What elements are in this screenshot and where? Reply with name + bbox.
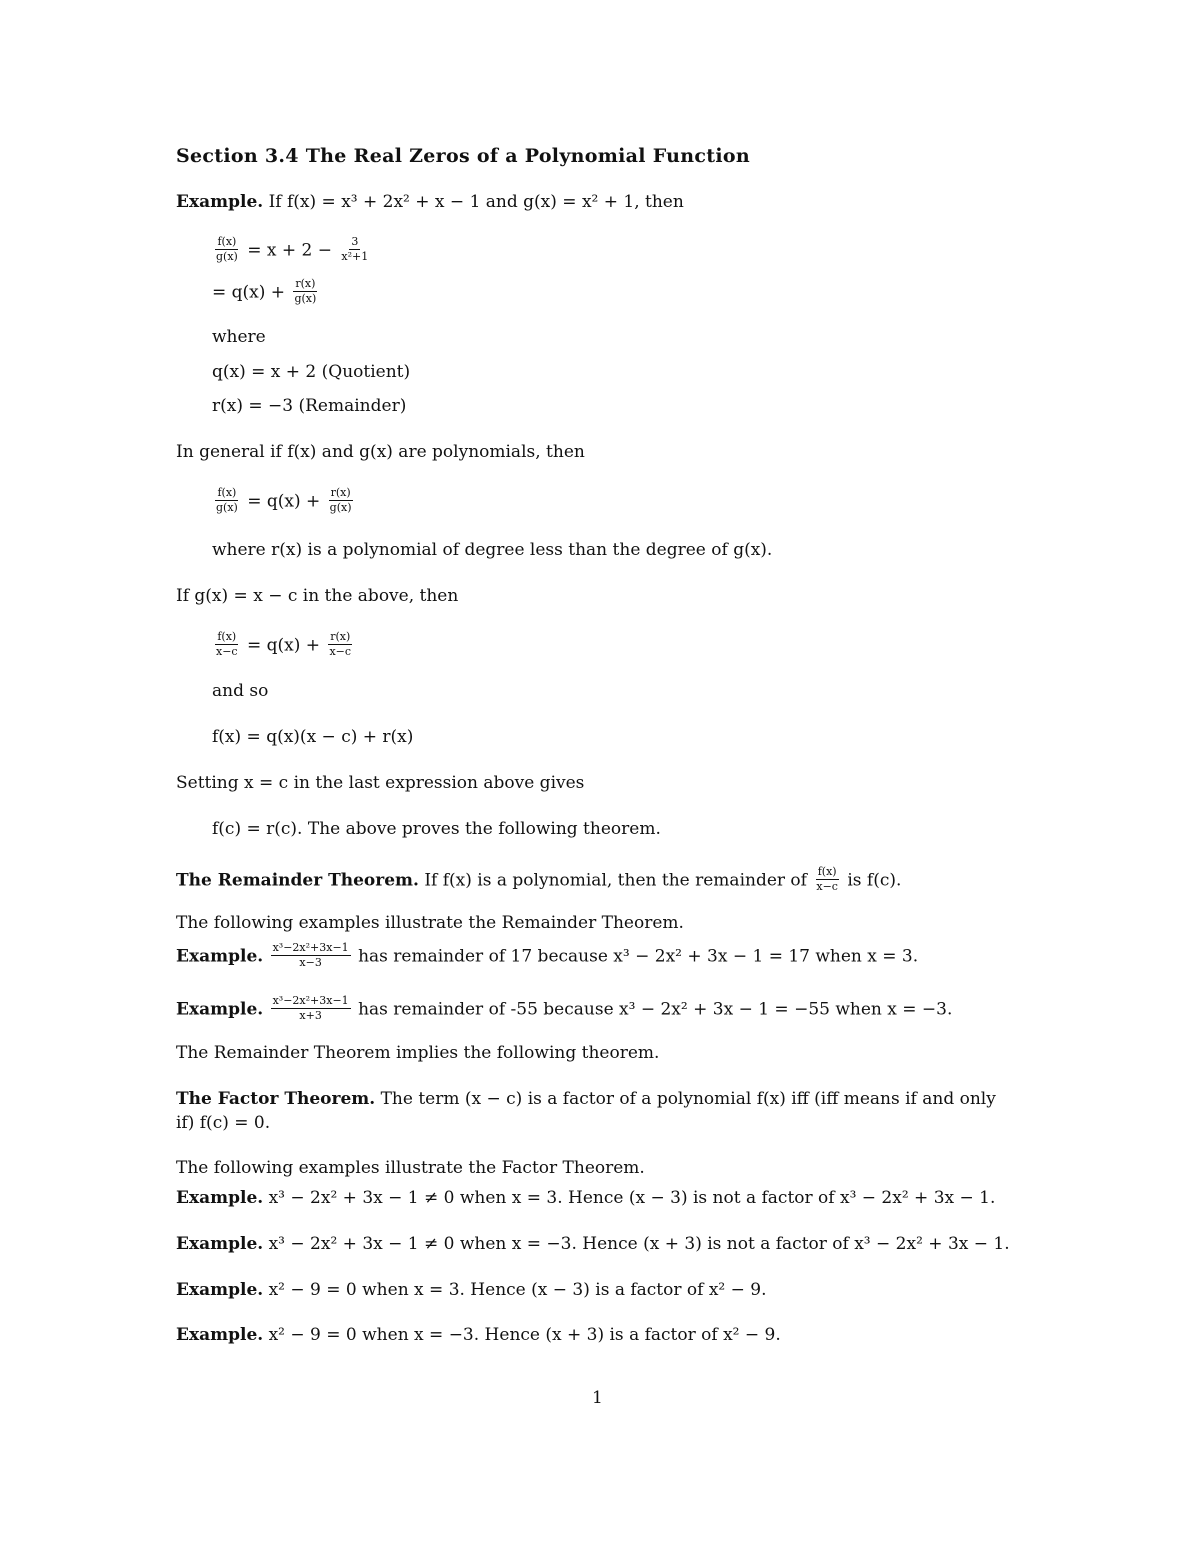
setting-statement: Setting x = c in the last expression above gives — [176, 773, 585, 793]
factor-example-1 — [176, 1190, 995, 1207]
example-intro-text: If f(x) = x³ + 2x² + x − 1 and g(x) = x² + 1, then — [268, 192, 684, 212]
factor-example-3 — [176, 1282, 767, 1299]
example-label: Example. — [176, 1325, 264, 1345]
fraction: $\frac{3}{\text{x²+1}}$ — [341, 235, 369, 263]
linear-divisor-statement: If g(x) = x − c in the above, then — [176, 586, 459, 606]
example-text: has remainder of -55 because x³ − 2x² + 3x − 1 = −55 when x = −3. — [358, 999, 953, 1020]
fraction: $\frac{r(x)}{g(x)}$ — [294, 277, 317, 305]
fraction: $\frac{\text{x³−2x²+3x−1}}{x-3}$ — [272, 941, 349, 969]
example-label: Example. — [176, 192, 264, 212]
remainder-example-2 — [176, 994, 953, 1023]
example-text: x³ − 2x² + 3x − 1 ≠ 0 when x = 3. Hence (x − 3) is not a factor of x³ − 2x² + 3x − 1. — [268, 1188, 996, 1208]
factor-theorem — [176, 1091, 996, 1108]
factor-example-4 — [176, 1327, 781, 1344]
page-number: 1 — [592, 1388, 603, 1408]
section-title: Section 3.4 The Real Zeros of a Polynomial Function — [176, 145, 750, 167]
example-label: Example. — [176, 946, 264, 967]
fraction: $\frac{f(x)}{g(x)}$ — [216, 235, 238, 263]
remainder-line: r(x) = −3 (Remainder) — [212, 396, 407, 416]
factor-examples-intro: The following examples illustrate the Factor Theorem. — [176, 1158, 645, 1178]
remainder-example-1 — [176, 941, 919, 970]
fraction: $\frac{r(x)}{g(x)}$ — [329, 486, 352, 514]
example-text: x³ − 2x² + 3x − 1 ≠ 0 when x = −3. Hence (x + 3) is not a factor of x³ − 2x² + 3x − 1. — [268, 1234, 1010, 1254]
theorem-text: The term (x − c) is a factor of a polynomial f(x) iff (iff means if and only — [380, 1089, 996, 1109]
linear-equation — [212, 630, 355, 659]
theorem-text: If f(x) is a polynomial, then the remainder of — [424, 870, 807, 891]
fraction: $\frac{f(x)}{x-c}$ — [816, 865, 838, 893]
example-text: x² − 9 = 0 when x = −3. Hence (x + 3) is a factor of x² − 9. — [268, 1325, 781, 1345]
factored-equation: f(x) = q(x)(x − c) + r(x) — [212, 727, 414, 747]
fraction: $\frac{f(x)}{g(x)}$ — [216, 486, 238, 514]
equation-text: = q(x) + — [247, 491, 321, 512]
proof-conclusion: f(c) = r(c). The above proves the following theorem. — [212, 819, 661, 839]
example-label: Example. — [176, 1188, 264, 1208]
equation-text: = q(x) + — [247, 635, 321, 656]
factor-theorem-continued: if) f(c) = 0. — [176, 1113, 271, 1133]
factor-example-2 — [176, 1236, 1010, 1253]
fraction: $\frac{r(x)}{x-c}$ — [329, 630, 352, 658]
division-equation-1 — [212, 235, 372, 264]
fraction: $\frac{\text{x³−2x²+3x−1}}{x+3}$ — [272, 994, 349, 1022]
and-so-text: and so — [212, 681, 269, 701]
where-text: where — [212, 327, 266, 347]
general-equation — [212, 486, 356, 515]
example-intro — [176, 194, 684, 211]
example-text: has remainder of 17 because x³ − 2x² + 3x − 1 = 17 when x = 3. — [358, 946, 919, 967]
remainder-theorem-label: The Remainder Theorem. — [176, 870, 419, 891]
degree-statement: where r(x) is a polynomial of degree less than the degree of g(x). — [212, 540, 773, 560]
remainder-theorem — [176, 865, 902, 894]
example-label: Example. — [176, 1280, 264, 1300]
quotient-line: q(x) = x + 2 (Quotient) — [212, 362, 411, 382]
example-label: Example. — [176, 999, 264, 1020]
theorem-text: is f(c). — [847, 870, 902, 891]
implies-statement: The Remainder Theorem implies the following theorem. — [176, 1043, 660, 1063]
general-statement: In general if f(x) and g(x) are polynomials, then — [176, 442, 585, 462]
remainder-examples-intro: The following examples illustrate the Remainder Theorem. — [176, 913, 684, 933]
division-equation-2 — [212, 277, 320, 306]
factor-theorem-label: The Factor Theorem. — [176, 1089, 376, 1109]
example-label: Example. — [176, 1234, 264, 1254]
equation-text: = x + 2 − — [247, 240, 332, 261]
example-text: x² − 9 = 0 when x = 3. Hence (x − 3) is a factor of x² − 9. — [268, 1280, 767, 1300]
fraction: $\frac{f(x)}{x-c}$ — [216, 630, 238, 658]
equation-text: = q(x) + — [212, 282, 286, 303]
